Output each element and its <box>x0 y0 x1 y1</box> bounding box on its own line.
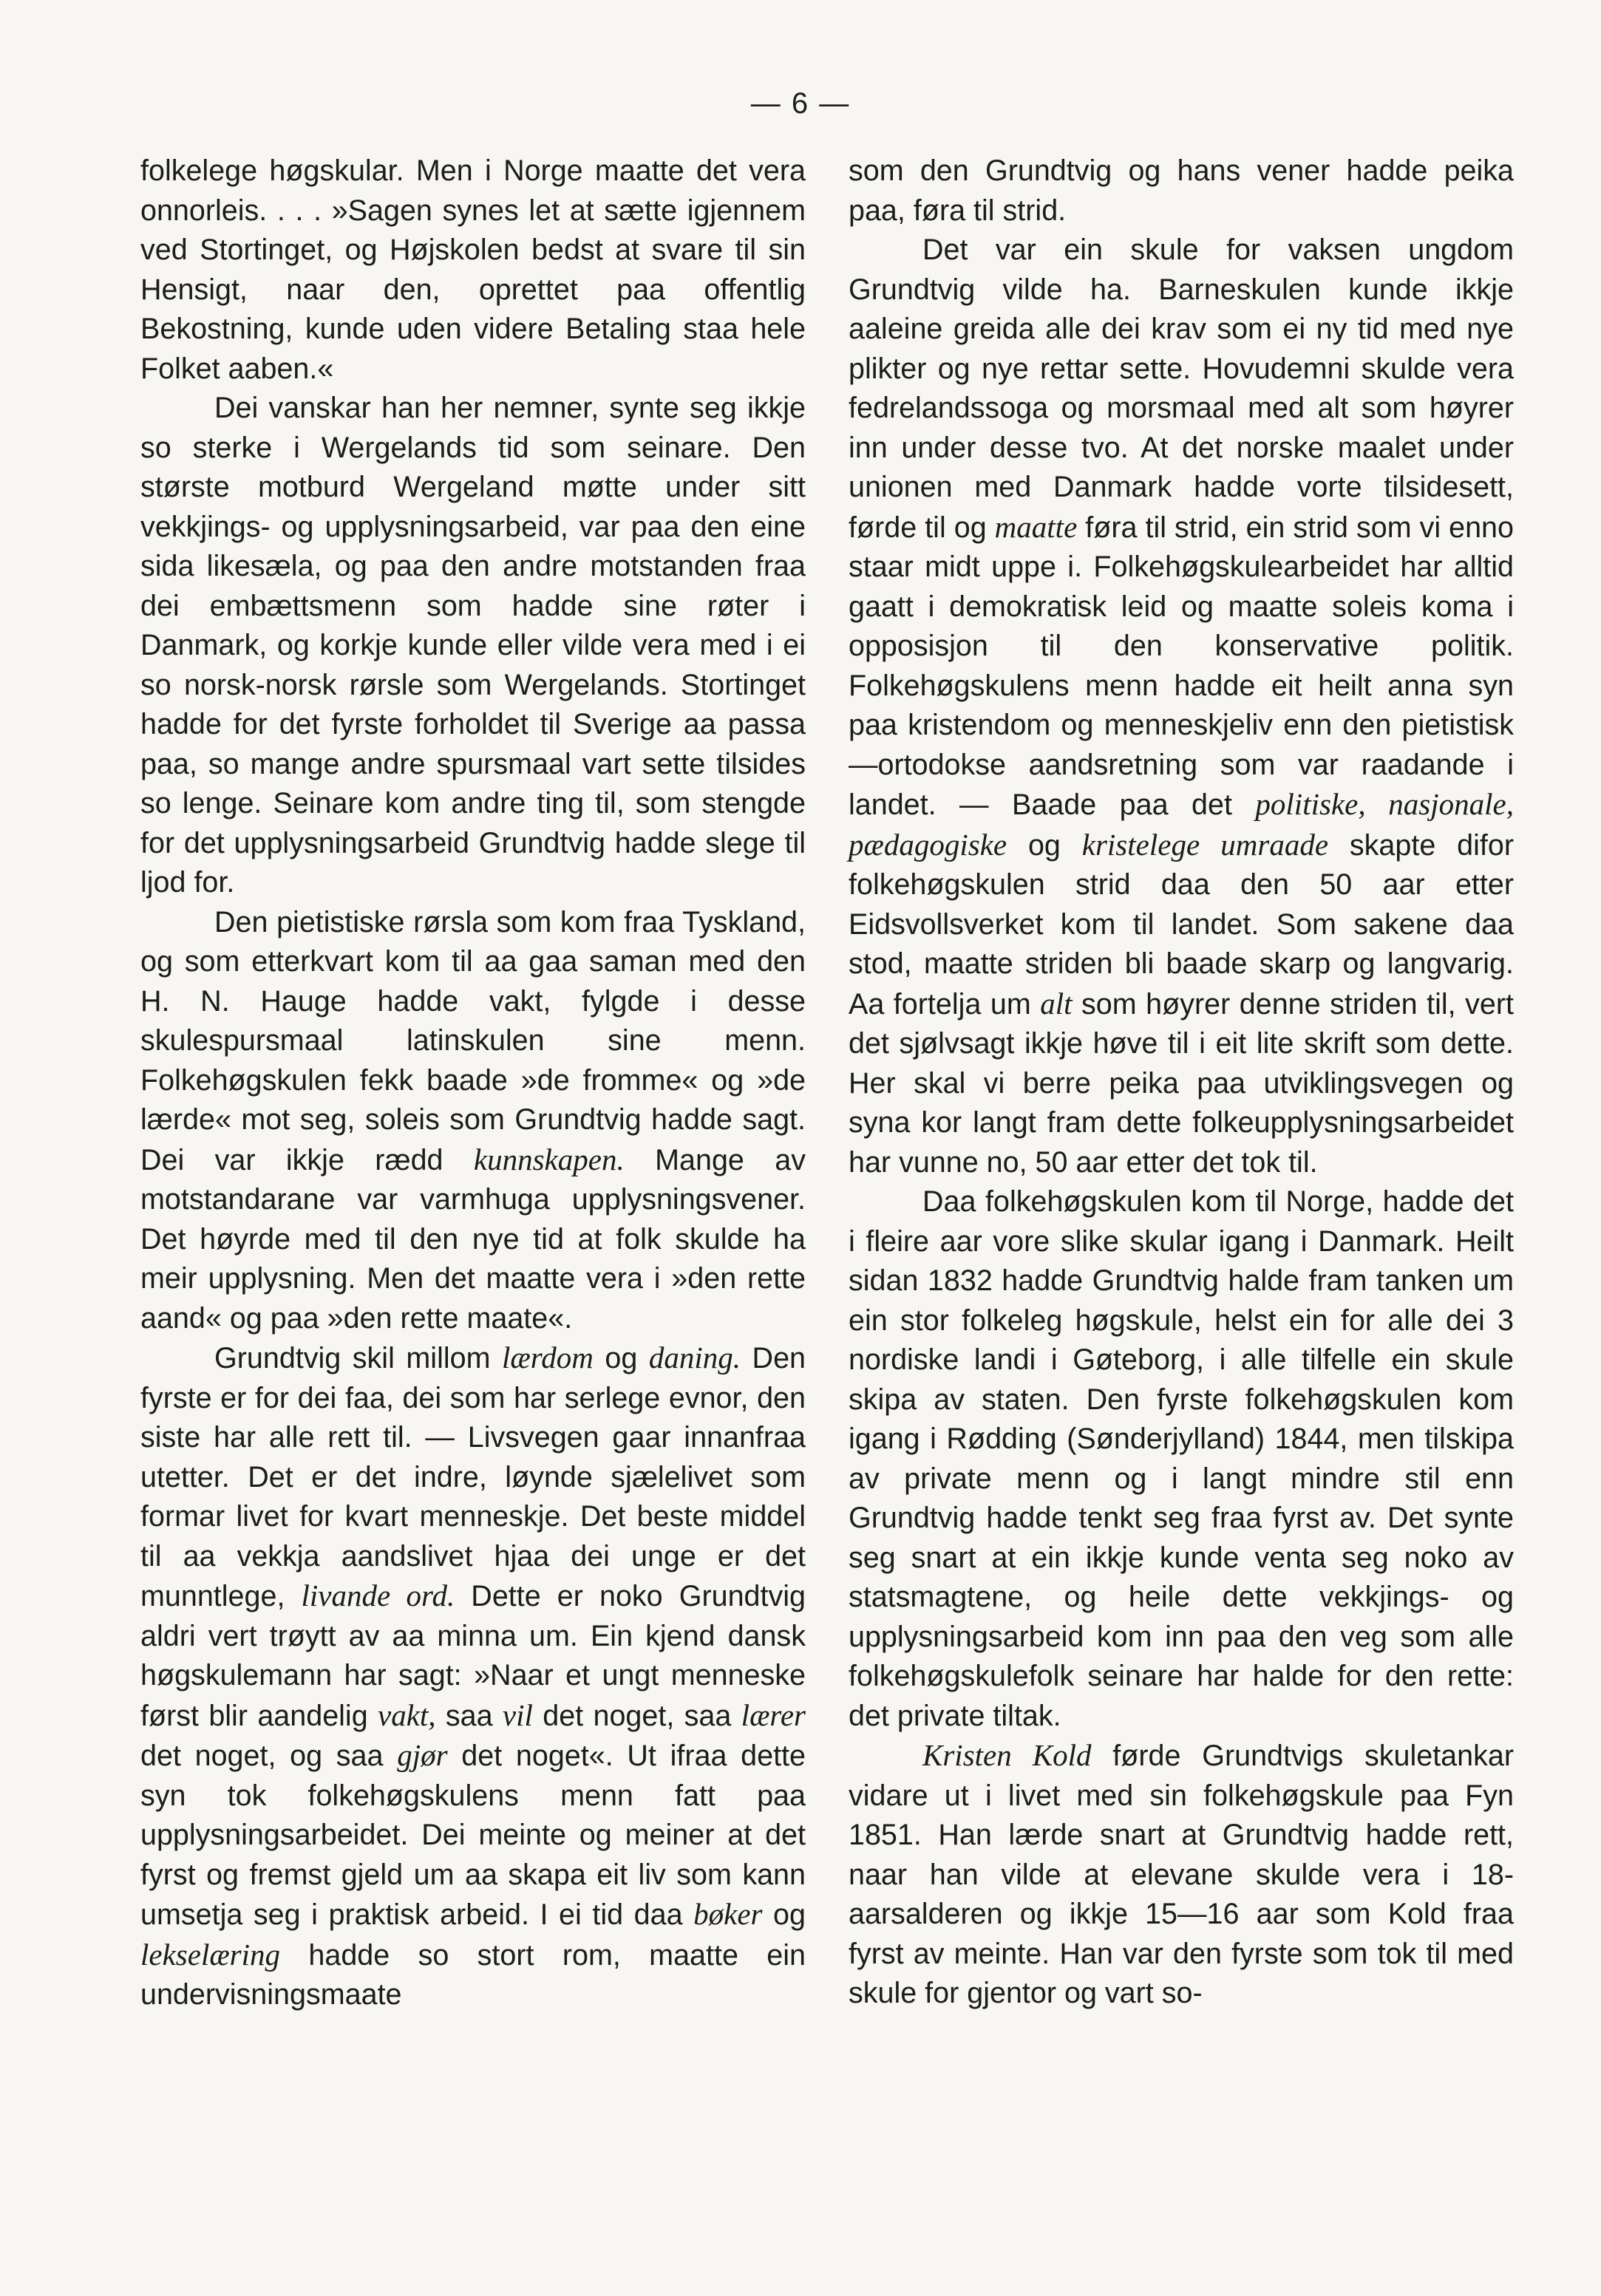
text-run: føra til strid, ein strid som vi enno staar midt uppe i. Folkehøgskulearbeidet har alltid gaatt i demokratisk leid og maatte soleis koma i opposisjon til den konservative politik. Folkehøgskulens menn hadde eit heilt anna syn paa kristendom og menneskjeliv enn den pietistisk—ortodokse aandsretning som var raadande i landet. — Baade paa det <box>849 511 1514 821</box>
text-run: som den Grundtvig og hans vener hadde peika paa, føra til strid. <box>849 154 1514 227</box>
page-number: — 6 — <box>750 87 851 120</box>
text-run: og <box>762 1898 806 1931</box>
text-run: saa <box>435 1699 503 1732</box>
right-column <box>849 151 1514 2014</box>
paragraph <box>140 151 806 389</box>
italic-text: kunnskapen. <box>473 1142 625 1176</box>
italic-text: vakt, <box>378 1697 436 1732</box>
text-run: og <box>593 1342 649 1374</box>
italic-text: lærdom <box>502 1341 594 1374</box>
italic-text: maatte <box>994 509 1078 544</box>
text-run: Dei vanskar han her nemner, synte seg ikkje so sterke i Wergelands tid som seinare. Den største motburd Wergeland møtte under sitt vekkjings- og upplysningsarbeid, var paa den eine sida likesæla, og paa den andre motstanden fraa dei embættsmenn som hadde sine røter i Danmark, og korkje kunde eller vilde vera med i ei so norsk-norsk rørsle som Wergelands. Stortinget hadde for det fyrste forholdet til Sverige aa passa paa, so mange andre spursmaal vart sette tilsides so lenge. Seinare kom andre ting til, som stengde for det upplysningsarbeid Grundtvig hadde slege til ljod for. <box>140 392 806 899</box>
italic-text: daning. <box>648 1341 741 1374</box>
text-run: førde Grundtvigs skuletankar vidare ut i livet med sin folkehøgskule paa Fyn 1851. Han lærde snart at Grundtvig hadde rett, naar han vilde at elevane skulde vera i 18-aarsalderen og ikkje 15—16 aar som Kold fraa fyrst av meinte. Han var den fyrste som tok til med skule for gjentor og vart so- <box>849 1740 1514 2009</box>
italic-text: gjør <box>397 1738 448 1772</box>
paragraph <box>849 151 1514 231</box>
italic-text: lekselæring <box>140 1937 281 1972</box>
text-run: og <box>1007 828 1082 862</box>
text-run: det noget«. Ut ifraa dette syn tok folkehøgskulens menn fatt paa upplysningsarbeidet. Dei meinte og meiner at det fyrst og fremst gjeld um aa skapa eit liv som kann umsetja seg i praktisk arbeid. I ei tid daa <box>140 1740 806 1931</box>
text-run: det noget, saa <box>532 1699 741 1732</box>
text-run: Daa folkehøgskulen kom til Norge, hadde det i fleire aar vore slike skular igang i Danmark. Heilt sidan 1832 hadde Grundtvig halde fram tanken um ein stor folkeleg høgskule, helst ein for alle dei 3 nordiske landi i Gøteborg, i alle tilfelle ein skule skipa av staten. Den fyrste folkehøgskulen kom igang i Rødding (Sønderjylland) 1844, men tilskipa av private menn og i langt mindre stil enn Grundtvig hadde tenkt seg fraa fyrst av. Det synte seg snart at ein ikkje kunde venta seg noko av statsmagtene, og heile dette vekkjings- og upplysningsarbeid kom inn paa den veg som alle folkehøgskulefolk seinare har halde for den rette: det private tiltak. <box>849 1185 1514 1732</box>
text-run: som høyrer denne striden til, vert det sjølvsagt ikkje høve til i eit lite skrift som dette. Her skal vi berre peika paa utviklingsvegen og syna kor langt fram dette folkeupplysningsarbeidet har vunne no, 50 aar etter det tok til. <box>849 987 1514 1179</box>
text-run: hadde so stort rom, maatte ein undervisningsmaate <box>140 1938 806 2011</box>
paragraph <box>849 1736 1514 2014</box>
italic-text: Kristen Kold <box>922 1738 1092 1772</box>
text-run: Den fyrste er for dei faa, dei som har serlege evnor, den siste har alle rett til. — Livsvegen gaar innanfraa utetter. Det er det indre, løynde sjælelivet som formar livet for kvart menneskje. Det beste middel til aa vekkja aandslivet hjaa dei unge er det munntlege, <box>140 1342 806 1612</box>
italic-text: bøker <box>693 1897 763 1931</box>
italic-text: alt <box>1040 986 1073 1021</box>
paragraph <box>849 1182 1514 1736</box>
text-run: folkelege høgskular. Men i Norge maatte det vera onnorleis. . . . »Sagen synes let at sætte igjennem ved Stortinget, og Højskolen bedst at svare til sin Hensigt, naar den, oprettet paa offentlig Bekostning, kunde uden videre Betaling staa hele Folket aaben.« <box>140 154 806 385</box>
text-run: Mange av motstandarane var varmhuga upplysningsvener. Det høyrde med til den nye tid at folk skulde ha meir upplysning. Men det maatte vera i »den rette aand« og paa »den rette maate«. <box>140 1143 806 1335</box>
left-column <box>140 151 806 2015</box>
italic-text: kristelege umraade <box>1081 827 1329 862</box>
paragraph <box>849 231 1514 1182</box>
italic-text: vil <box>502 1697 533 1732</box>
text-run: Dette er noko Grundtvig aldri vert trøytt av aa minna um. Ein kjend dansk høgskulemann har sagt: »Naar et ungt menneske først blir aandelig <box>140 1580 806 1732</box>
paragraph <box>140 1338 806 2015</box>
paragraph <box>140 389 806 903</box>
text-run: skapte difor folkehøgskulen strid daa den 50 aar etter Eidsvollsverket kom til landet. Som sakene daa stod, maatte striden bli baade skarp og langvarig. Aa fortelja um <box>849 828 1514 1021</box>
italic-text: lærer <box>741 1697 806 1732</box>
text-run: Den pietistiske rørsla som kom fraa Tyskland, og som etterkvart kom til aa gaa saman med den H. N. Hauge hadde vakt, fylgde i desse skulespursmaal latinskulen sine menn. Folkehøgskulen fekk baade »de fromme« og »de lærde« mot seg, soleis som Grundtvig hadde sagt. Dei var ikkje rædd <box>140 905 806 1176</box>
italic-text: livande ord. <box>301 1578 455 1612</box>
text-run: Det var ein skule for vaksen ungdom Grundtvig vilde ha. Barneskulen kunde ikkje aaleine greida alle dei krav som ei ny tid med nye plikter og nye rettar sette. Hovudemni skulde vera fedrelandssoga og morsmaal med alt som høyrer inn under desse tvo. At det norske maalet under unionen med Danmark hadde vorte tilsidesett, førde til og <box>849 234 1514 544</box>
paragraph <box>140 903 806 1339</box>
text-run: det noget, og saa <box>140 1740 398 1772</box>
text-run: Grundtvig skil millom <box>214 1342 503 1374</box>
italic-text: politiske, nasjonale, pædagogiske <box>849 787 1514 862</box>
